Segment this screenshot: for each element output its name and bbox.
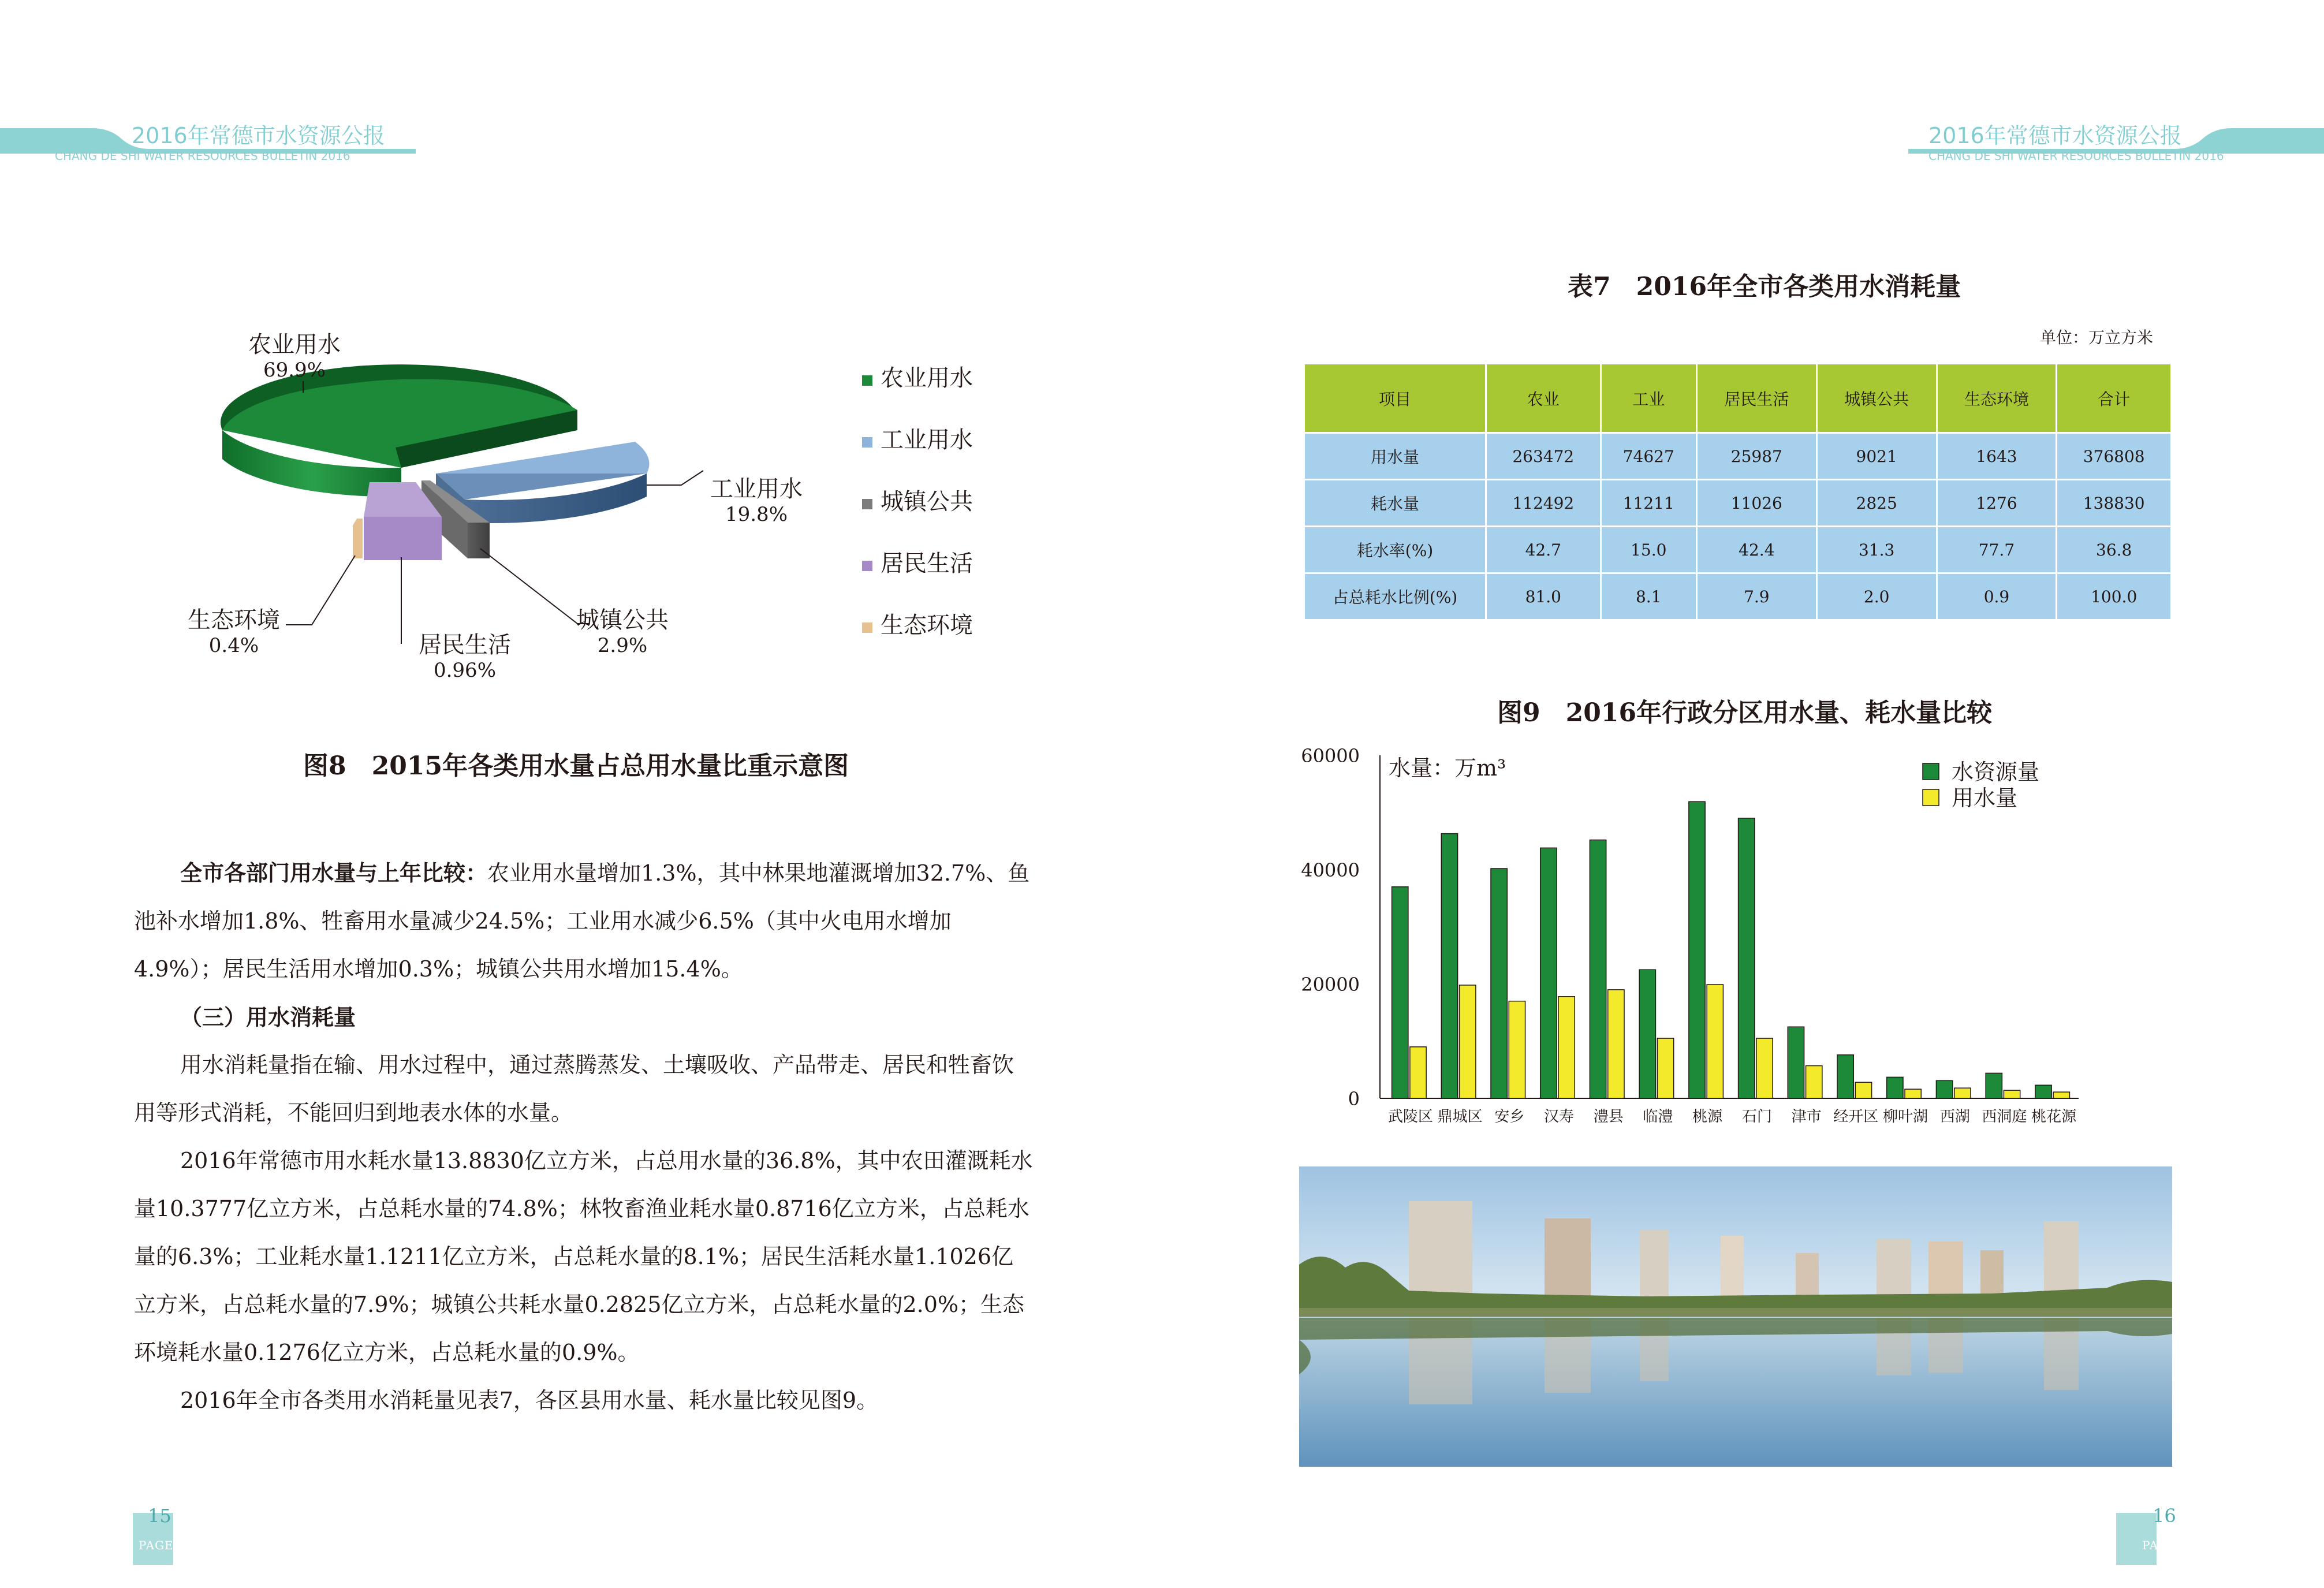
table-cell: 36.8 [2057,527,2172,573]
header-title-left: 2016年常德市水资源公报 [132,123,385,148]
table-cell: 15.0 [1601,527,1696,573]
bar-water-use [1608,990,1624,1098]
paragraph-comparison-body: 农业用水量增加1.3%，其中林果地灌溉增加32.7%、鱼池补水增加1.8%、牲畜用水量减少24.5%；工业用水减少6.5%（其中火电用水增加4.9%）；居民生活用水增加0.3%；城镇公共用水增加15.4%。 [134,860,1030,982]
table-cell: 74627 [1601,433,1696,480]
bar-water-use [1558,997,1575,1098]
pie-pct-agriculture: 69.9% [263,359,326,382]
pie-label-agriculture: 农业用水 [248,331,341,358]
bar-water-resource [1837,1055,1853,1098]
paragraph-definition: 用水消耗量指在输、用水过程中，通过蒸腾蒸发、土壤吸收、产品带走、居民和牲畜饮用等形式消耗，不能回归到地表水体的水量。 [134,1052,1014,1125]
bar-water-use [1806,1066,1822,1098]
table-row [1304,527,2172,573]
table-cell: 42.7 [1486,527,1601,573]
table-cell: 263472 [1486,433,1601,480]
table-cell: 8.1 [1601,573,1696,620]
table-cell: 77.7 [1937,527,2057,573]
bar-water-resource [1491,868,1507,1098]
bar-water-resource [1392,887,1408,1098]
bar-water-resource [1986,1073,2002,1098]
bar-water-use [2053,1092,2069,1098]
table7-unit: 单位：万立方米 [2040,328,2154,347]
table-cell: 2.0 [1816,573,1937,620]
bar-water-resource [1540,848,1557,1098]
legend-label: 水资源量 [1952,759,2040,785]
x-tick-label: 石门 [1741,1108,1772,1125]
bar-water-resource [1441,834,1457,1098]
y-tick-label: 40000 [1301,859,1360,881]
legend-label-agriculture: 农业用水 [881,365,973,392]
pie-chart [173,323,1039,693]
x-tick-label: 安乡 [1494,1108,1525,1125]
x-tick-label: 经开区 [1833,1108,1879,1125]
city-skyline-photo [1299,1166,2172,1467]
table-cell: 11026 [1696,480,1816,527]
skyline-shore [1299,1308,2172,1316]
x-tick-label: 桃源 [1692,1108,1723,1125]
figure8-caption: 图8 2015年各类用水量占总用水量比重示意图 [303,751,849,781]
bar-water-resource [2035,1085,2051,1098]
y-tick-label: 20000 [1301,974,1360,996]
legend-label-residential: 居民生活 [881,550,973,577]
table-cell: 100.0 [2057,573,2172,620]
table7 [1303,363,2172,621]
pie-pct-residential: 0.96% [433,659,497,682]
bar-water-resource [1590,840,1606,1098]
table-cell: 耗水率(%) [1304,527,1486,573]
table-header-cell: 农业 [1486,364,1601,433]
bar-water-resource [1887,1077,1903,1098]
bar-water-use [1410,1047,1426,1098]
legend-label-eco: 生态环境 [881,612,973,639]
pie-pct-public: 2.9% [597,634,648,657]
table7-title: 表7 2016年全市各类用水消耗量 [1568,272,1961,301]
table-cell: 2825 [1816,480,1937,527]
x-tick-label: 汉寿 [1543,1108,1575,1125]
leader-line-public [480,549,589,624]
page-number-left: 15 [148,1505,171,1527]
header-subtitle-right: CHANG DE SHI WATER RESOURCES BULLETIN 2016 [1928,149,2224,163]
legend-swatch [1923,763,1939,780]
table-header-cell: 项目 [1304,364,1486,433]
table-cell: 42.4 [1696,527,1816,573]
legend-swatch-industry [862,437,872,448]
x-tick-label: 临澧 [1643,1108,1673,1125]
y-axis-label: 水量：万m³ [1389,755,1506,781]
x-tick-label: 澧县 [1593,1108,1624,1125]
pie-slice-eco [353,519,363,558]
table-cell: 31.3 [1816,527,1937,573]
table-cell: 112492 [1486,480,1601,527]
figure9-caption: 图9 2016年行政分区用水量、耗水量比较 [1497,698,1993,728]
legend-label-public: 城镇公共 [881,489,973,515]
legend-label-industry: 工业用水 [881,427,973,453]
x-tick-label: 西湖 [1939,1108,1970,1125]
pie-slice-residential-wall [364,517,442,560]
table-cell: 1643 [1937,433,2057,480]
pie-pct-eco: 0.4% [208,634,259,657]
leader-line-eco [286,556,355,625]
x-tick-label: 津市 [1791,1108,1822,1125]
bar-water-resource [1739,818,1755,1098]
body-text-block [134,849,1035,1425]
table-row [1304,433,2172,480]
page-label-right: PAGE [2142,1538,2177,1552]
pie-label-residential: 居民生活 [419,632,511,658]
table-cell: 138830 [2057,480,2172,527]
header-subtitle-left: CHANG DE SHI WATER RESOURCES BULLETIN 2016 [55,149,350,163]
paragraph-consumption: 2016年常德市用水耗水量13.8830亿立方米，占总用水量的36.8%，其中农田灌溉耗水量10.3777亿立方米，占总耗水量的74.8%；林牧畜渔业耗水量0.8716亿立方米，占总耗水量的6.3%；工业耗水量1.1211亿立方米，占总耗水量的8.1%；居民生活耗水量1.1026亿立方米，占总耗水量的7.9%；城镇公共耗水量0.2825亿立方米，占总耗水量的2.0%；生态环境耗水量0.1276亿立方米，占总耗水量的0.9%。 [134,1148,1033,1365]
section-heading-text: （三）用水消耗量 [180,1004,356,1030]
paragraph-comparison [134,849,1035,993]
x-tick-label: 桃花源 [2031,1108,2077,1125]
leader-line-industry [647,471,703,485]
table-cell: 9021 [1816,433,1937,480]
bar-water-resource [1689,802,1705,1098]
legend-label: 用水量 [1952,785,2018,811]
table-header-row [1304,364,2172,433]
x-tick-label: 柳叶湖 [1882,1108,1928,1125]
bar-water-resource [1639,970,1655,1098]
table-row [1304,573,2172,620]
pie-label-public: 城镇公共 [576,607,669,633]
bar-water-use [1707,985,1723,1098]
bar-water-use [1657,1038,1673,1098]
legend-swatch-agriculture [862,375,872,386]
bar-water-use [1756,1038,1773,1098]
y-tick-label: 0 [1348,1088,1360,1110]
bar-water-use [1460,985,1476,1098]
table-cell: 0.9 [1937,573,2057,620]
bar-water-use [1855,1082,1871,1098]
page-number-right: 16 [2153,1505,2176,1527]
legend-swatch [1923,789,1939,806]
y-tick-label: 60000 [1301,745,1360,767]
bar-water-resource [1788,1027,1804,1098]
table-cell: 占总耗水比例(%) [1304,573,1486,620]
table-header-cell: 城镇公共 [1816,364,1937,433]
bar-water-resource [1936,1080,1952,1098]
x-tick-label: 西洞庭 [1982,1108,2027,1125]
bar-water-use [1509,1001,1525,1098]
paragraph-comparison-lead: 全市各部门用水量与上年比较： [180,860,488,886]
table-row [1304,480,2172,527]
table-header-cell: 生态环境 [1937,364,2057,433]
legend-swatch-residential [862,561,872,571]
table-cell: 25987 [1696,433,1816,480]
table-cell: 1276 [1937,480,2057,527]
legend-swatch-public [862,499,872,509]
bar-chart [1282,733,2090,1132]
table-header-cell: 工业 [1601,364,1696,433]
x-tick-label: 鼎城区 [1437,1108,1483,1125]
table-cell: 用水量 [1304,433,1486,480]
bar-water-use [1954,1088,1971,1098]
table-cell: 376808 [2057,433,2172,480]
table-cell: 耗水量 [1304,480,1486,527]
pie-label-industry: 工业用水 [710,476,803,502]
section-heading [134,993,1035,1041]
header-title-right: 2016年常德市水资源公报 [1928,123,2182,148]
page-label-left: PAGE [139,1538,174,1552]
bar-water-use [2004,1090,2020,1098]
pie-label-eco: 生态环境 [188,607,280,633]
table-cell: 11211 [1601,480,1696,527]
table-cell: 7.9 [1696,573,1816,620]
paragraph-reference: 2016年全市各类用水消耗量见表7，各区县用水量、耗水量比较见图9。 [180,1388,879,1413]
x-tick-label: 武陵区 [1387,1108,1433,1125]
bar-water-use [1905,1089,1921,1098]
table-header-cell: 合计 [2057,364,2172,433]
pie-pct-industry: 19.8% [725,503,788,526]
legend-swatch-eco [862,622,872,633]
table-cell: 81.0 [1486,573,1601,620]
table-header-cell: 居民生活 [1696,364,1816,433]
